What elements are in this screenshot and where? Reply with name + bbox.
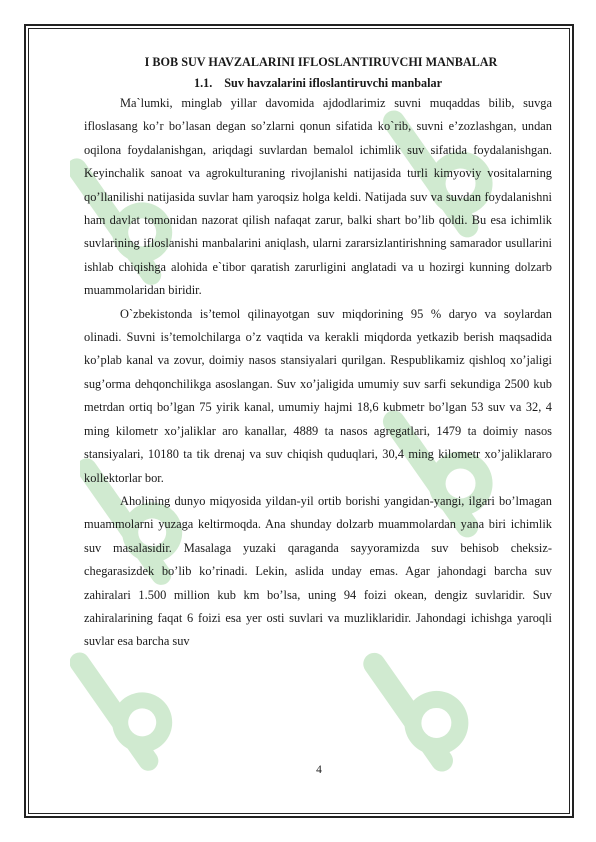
section-title: Suv havzalarini ifloslantiruvchi manbalar [224,76,442,90]
page-number: 4 [316,764,322,776]
section-heading [84,74,552,92]
section-number: 1.1. [194,76,213,90]
paragraph: Ma`lumki, minglab yillar davomida ajdodlarimiz suvni muqaddas bilib, suvga ifloslasang ko’r bo’lasan degan so’zlarni qonun sifatida ko`rib, suvni e’zozlashgan, undan oqilona foydalanishgan, ariqdagi suvlardan bemalol ichimlik suv sifatida foydalanishgan. Keyinchalik sanoat va agrokulturaning rivojlanishi natijasida turli kimyoviy vositalarning qo’llanilishi natijasida suvlar ham yaroqsiz holga keldi. Natijada suv va suvdan foydalanishni ham davlat tomonidan nazorat qilish nafaqat zarur, balki shart bo’lib qoldi. Bu esa ichimlik suvlarining ifloslanishi manbalarini aniqlash, ularni zararsizlantirishning samarador usullarini ishlab chiqishga alohida e`tibor qaratish zarurligini anglatadi va u hozirgi kunning dolzarb muammolaridan biridir. [84,96,552,298]
document-body [84,54,552,654]
paragraph: O`zbekistonda is’temol qilinayotgan suv miqdorining 95 % daryo va soylardan olinadi. Suvni is’temolchilarga o’z vaqtida va kerakli miqdorda yetkazib berish maqsadida ko’plab kanal va zovur, doimiy nasos stansiyalari qurilgan. Respublikamiz qishloq xo’jaligi sug’orma dehqonchilikga asoslangan. Suv xo’jaligida umumiy suv sarfi sekundiga 2500 kub metrdan ortiq bo’lgan 75 yirik kanal, umumiy hajmi 18,6 kubmetr bo’lgan 53 suv va 32, 4 ming kilometr xo’jaliklar aro kanallar, 4889 ta nasos agregatlari, 1479 ta doimiy nasos stansiyalari, 10180 ta tik drenaj va suv chiqish quduqlari, 30,4 ming kilometr xo’jaliklararo kollektorlar bor. [84,306,552,485]
chapter-heading: I BOB SUV HAVZALARINI IFLOSLANTIRUVCHI MANBALAR [144,55,498,69]
paragraph: Aholining dunyo miqyosida yildan-yil ortib borishi yangidan-yangi, ilgari bo’lmagan muammolarni yuzaga keltirmoqda. Ana shunday dolzarb muammolardan yana biri ichimlik suv masalasidir. Masalaga yuzaki qaraganda sayyoramizda suv behisob cheksiz-chegarasizdek bo’lib ko’rinadi. Lekin, aslida unday emas. Agar jahondagi barcha suv zahiralari 1.500 million kub km bo’lsa, uning 94 foizi okean, dengiz suvlaridir. Suv zahiralarining faqat 6 foizi esa yer osti suvlari va muzliklaridir. Jahondagi ichishga yaroqli suvlar esa barcha suv [84,493,552,649]
